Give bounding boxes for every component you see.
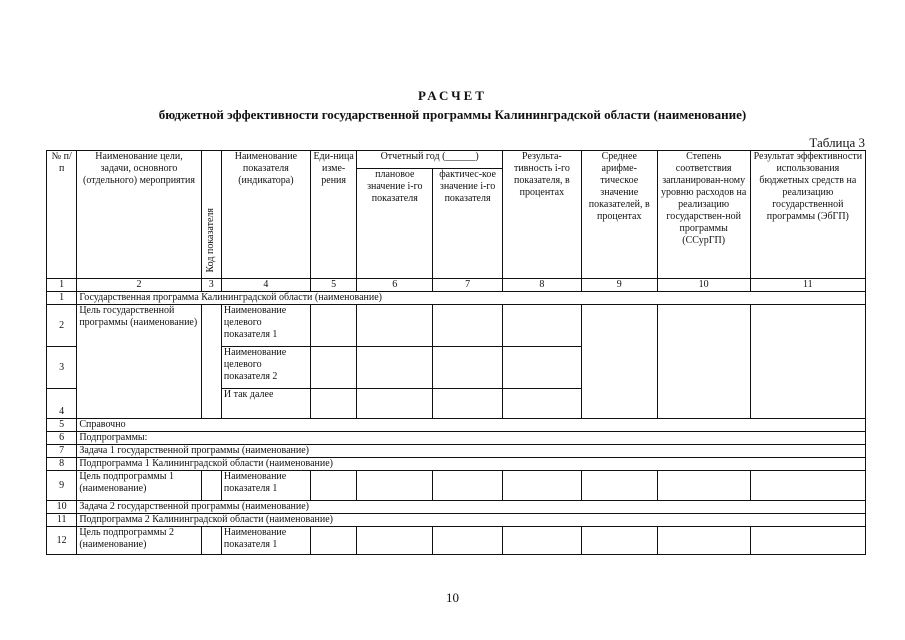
row-section-text: Подпрограмма 1 Калининградской области (наименование) [77, 458, 866, 471]
page-subtitle: бюджетной эффективности государственной программы Калининградской области (наименование) [158, 107, 747, 122]
row-number: 11 [47, 514, 77, 527]
col-number: 9 [581, 279, 657, 292]
row-budget-result-cell [750, 527, 865, 555]
header-average: Среднее арифме-тическое значение показателей, в процентах [581, 151, 657, 279]
row-number: 7 [47, 445, 77, 458]
row-planned-cell [357, 347, 433, 389]
row-goal-text: Цель государственной программы (наименование) [77, 305, 201, 419]
row-section-text: Подпрограммы: [77, 432, 866, 445]
table-row [47, 527, 866, 555]
header-report-year: Отчетный год (______) [357, 151, 503, 169]
row-unit-cell [310, 347, 357, 389]
table-row [47, 432, 866, 445]
row-number: 9 [47, 471, 77, 501]
row-budget-result-cell [750, 471, 865, 501]
row-effectiveness-cell [502, 471, 581, 501]
header-num: № п/п [47, 151, 77, 279]
row-average-cell [581, 305, 657, 419]
col-number: 3 [201, 279, 221, 292]
row-planned-cell [357, 527, 433, 555]
row-budget-result-cell [750, 305, 865, 419]
row-code-cell [201, 471, 221, 501]
col-number: 11 [750, 279, 865, 292]
row-number: 12 [47, 527, 77, 555]
row-effectiveness-cell [502, 389, 581, 419]
row-indicator-text: Наименование целевого показателя 2 [221, 347, 310, 389]
row-unit-cell [310, 527, 357, 555]
row-unit-cell [310, 389, 357, 419]
table-row [47, 419, 866, 432]
row-actual-cell [433, 389, 503, 419]
row-effectiveness-cell [502, 347, 581, 389]
row-actual-cell [433, 471, 503, 501]
row-actual-cell [433, 347, 503, 389]
row-indicator-text: И так далее [221, 389, 310, 419]
header-goal-name: Наименование цели, задачи, основного (отдельного) мероприятия [77, 151, 201, 279]
row-section-text: Задача 1 государственной программы (наименование) [77, 445, 866, 458]
col-number: 1 [47, 279, 77, 292]
table-row [47, 458, 866, 471]
row-compliance-cell [657, 527, 750, 555]
page-title: РАСЧЕТ [418, 88, 487, 103]
row-code-cell [201, 305, 221, 419]
table-header-row [47, 151, 866, 169]
row-actual-cell [433, 305, 503, 347]
header-indicator-name: Наименование показателя (индикатора) [221, 151, 310, 279]
header-unit: Еди-ница изме-рения [310, 151, 357, 279]
row-goal-text: Цель подпрограммы 1 (наименование) [77, 471, 201, 501]
row-number: 5 [47, 419, 77, 432]
row-number: 6 [47, 432, 77, 445]
col-number: 2 [77, 279, 201, 292]
row-number: 1 [47, 292, 77, 305]
row-section-text: Задача 2 государственной программы (наименование) [77, 501, 866, 514]
header-effectiveness: Результа-тивность i-го показателя, в процентах [502, 151, 581, 279]
row-number: 8 [47, 458, 77, 471]
page-number: 10 [446, 590, 459, 605]
header-actual: фактичес-кое значение i-го показателя [433, 169, 503, 279]
row-code-cell [201, 527, 221, 555]
row-section-text: Подпрограмма 2 Калининградской области (наименование) [77, 514, 866, 527]
row-number: 3 [47, 347, 77, 389]
row-goal-text: Цель подпрограммы 2 (наименование) [77, 527, 201, 555]
row-effectiveness-cell [502, 305, 581, 347]
table-row [47, 445, 866, 458]
row-indicator-text: Наименование показателя 1 [221, 527, 310, 555]
row-compliance-cell [657, 305, 750, 419]
table-row [47, 292, 866, 305]
table-row [47, 514, 866, 527]
row-planned-cell [357, 305, 433, 347]
col-number: 4 [221, 279, 310, 292]
col-number: 8 [502, 279, 581, 292]
row-planned-cell [357, 471, 433, 501]
col-number: 7 [433, 279, 503, 292]
row-average-cell [581, 471, 657, 501]
header-code-label: Код показателя [205, 207, 217, 272]
table-row [47, 501, 866, 514]
row-indicator-text: Наименование целевого показателя 1 [221, 305, 310, 347]
row-unit-cell [310, 305, 357, 347]
row-average-cell [581, 527, 657, 555]
col-number: 5 [310, 279, 357, 292]
row-indicator-text: Наименование показателя 1 [221, 471, 310, 501]
col-number: 6 [357, 279, 433, 292]
table-row [47, 305, 866, 347]
table-label: Таблица 3 [809, 135, 865, 150]
row-compliance-cell [657, 471, 750, 501]
row-actual-cell [433, 527, 503, 555]
header-planned: плановое значение i-го показателя [357, 169, 433, 279]
column-number-row [47, 279, 866, 292]
row-number: 4 [47, 389, 77, 419]
row-number: 2 [47, 305, 77, 347]
row-effectiveness-cell [502, 527, 581, 555]
row-number: 10 [47, 501, 77, 514]
row-section-text: Справочно [77, 419, 866, 432]
row-planned-cell [357, 389, 433, 419]
row-section-text: Государственная программа Калининградской области (наименование) [77, 292, 866, 305]
header-budget-result: Результат эффективности использования бюджетных средств на реализацию государственной программы (ЭбГП) [750, 151, 865, 279]
table-row [47, 471, 866, 501]
col-number: 10 [657, 279, 750, 292]
header-code [201, 151, 221, 279]
header-compliance-degree: Степень соответствия запланирован-ному уровню расходов на реализацию государствен-ной программы (ССурГП) [657, 151, 750, 279]
row-unit-cell [310, 471, 357, 501]
budget-efficiency-table [46, 150, 866, 555]
